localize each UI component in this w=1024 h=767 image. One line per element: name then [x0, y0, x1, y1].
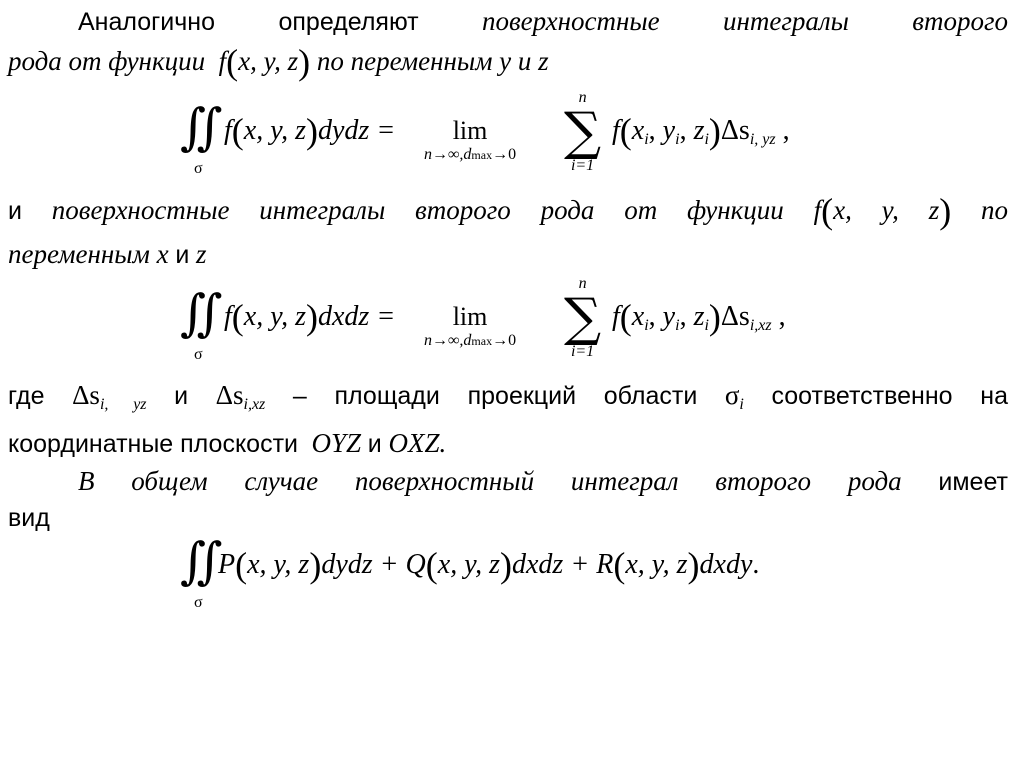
integral-domain: σ: [194, 594, 203, 611]
paragraph1-line2-italic-b: по переменным у и z: [316, 46, 549, 76]
double-integral-sign: ∬: [180, 98, 223, 156]
fxyz-func: f: [218, 46, 227, 76]
formula2-integrand: f(x, y, z)dxdz =: [224, 297, 396, 337]
formula2-sum: n ∑ i=1: [564, 275, 602, 360]
fxyz-args: x, y, z: [238, 46, 299, 76]
double-integral-sign: ∬: [180, 284, 223, 342]
integral-domain: σ: [194, 160, 203, 177]
formula2-term: $f(x_i$, $y_i$, $z_i)\Delta s_{i,xz}$ ,: [612, 297, 786, 337]
integral-domain: σ: [194, 346, 203, 363]
formula2: [180, 275, 860, 370]
formula3: [180, 528, 880, 618]
formula1-integrand: f(x, y, z)dydz =: [224, 111, 396, 151]
formula2-limit: lim n→∞,dmax→0: [424, 302, 517, 349]
formula3-integrand: P(x, y, z)dydz + Q(x, y, z)dxdz + R(x, y, z)dxdy.: [218, 545, 760, 585]
formula1: [180, 89, 860, 184]
paragraph1-line2-italic-a: рода от функции: [8, 46, 206, 76]
paragraph3-line1: где $\Delta s_{i, yz}$ и $\Delta s_{i,xz}$ – площади проекций области $\sigma_i$ соответственно на: [8, 380, 1009, 413]
paragraph1-line1: [78, 4, 1008, 39]
paragraph1-lead: Аналогично определяют: [78, 8, 419, 36]
paragraph2-line1: и поверхностные интегралы второго рода от функции f(x, y, z) по: [8, 191, 1009, 231]
paragraph3-line2: координатные плоскости OYZ и OXZ.: [8, 428, 447, 458]
formula1-term: $f(x_i$, $y_i$, $z_i)\Delta s_{i, yz}$ ,: [612, 111, 790, 151]
paragraph1-italic: поверхностные интегралы второго: [481, 6, 1008, 36]
paragraph2-line2: переменным x и z: [8, 239, 207, 269]
double-integral-sign: ∬: [180, 532, 223, 590]
formula1-sum: n ∑ i=1: [564, 89, 602, 174]
paragraph4-line1: В общем случае поверхностный интеграл второго рода имеет: [78, 466, 1008, 496]
paragraph1-line2: рода от функции f(x, y, z) по переменным у и z: [8, 42, 549, 82]
paragraph4-line2: вид: [8, 504, 50, 532]
formula1-limit: lim n→∞,dmax→0: [424, 116, 517, 163]
